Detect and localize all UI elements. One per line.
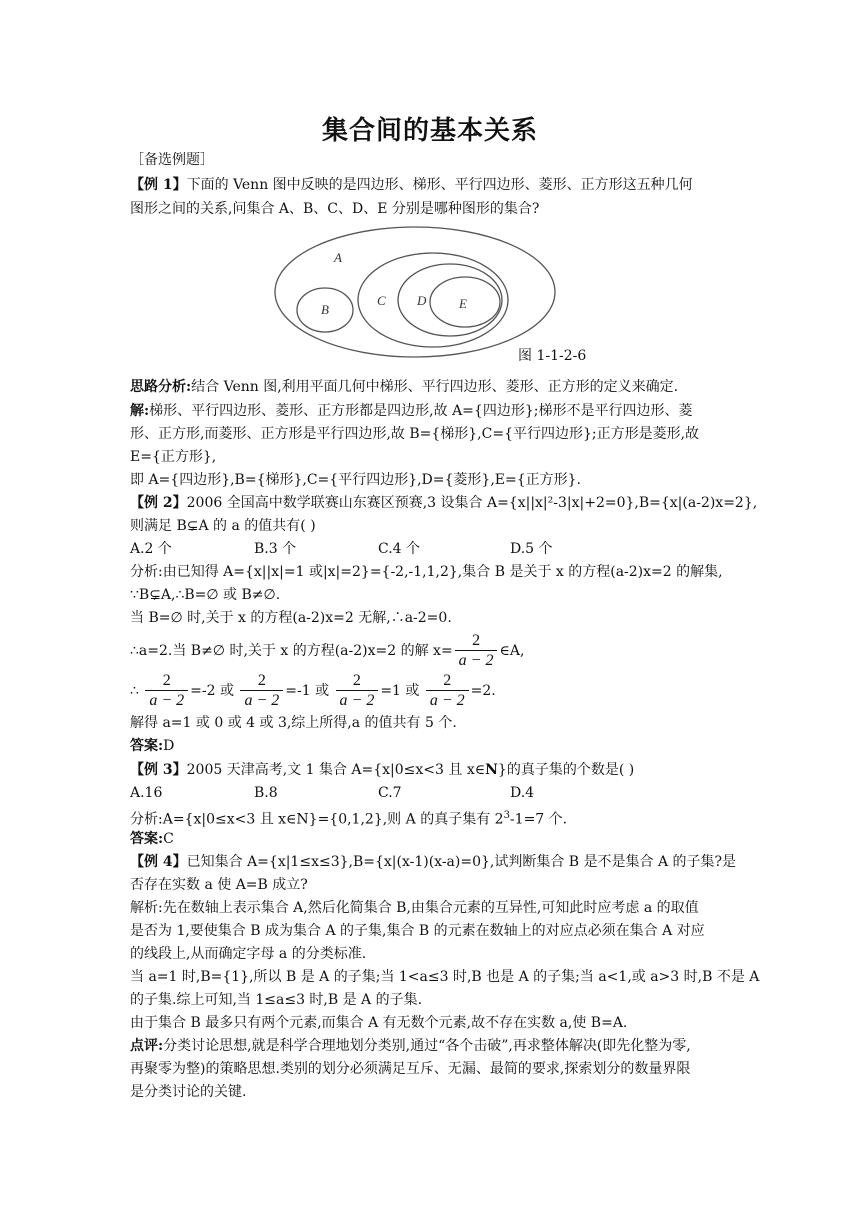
figure-caption: 图 1-1-2-6 bbox=[518, 348, 587, 364]
example-4-analysis-line-5: 的子集.综上可知,当 1≤a≤3 时,B 是 A 的子集. bbox=[130, 992, 423, 1008]
venn-label-e: E bbox=[459, 296, 467, 311]
example-2-analysis-line-1: 分析:由已知得 A={x||x|=1 或|x|=2}={-2,-1,1,2},集合 B 是关于 x 的方程(a-2)x=2 的解集, bbox=[130, 564, 723, 580]
example-4-comment-line-2: 再聚零为整)的策略思想.类别的划分必须满足互斥、无漏、最简的要求,探索划分的数量界限 bbox=[130, 1061, 691, 1077]
choice-d: D.5 个 bbox=[510, 541, 553, 557]
example-3-analysis: 分析:A={x|0≤x<3 且 x∈N}={0,1,2},则 A 的真子集有 $2^3-1=7$ 个. bbox=[130, 810, 568, 828]
example-1-solution-line-3: E={正方形}, bbox=[130, 449, 217, 465]
example-4-comment-line-3: 是分类讨论的关键. bbox=[130, 1084, 247, 1100]
section-label: ［备选例题］ bbox=[130, 152, 214, 168]
example-4-tag: 【例 4】 bbox=[130, 854, 187, 870]
choice-c: C.7 bbox=[378, 785, 402, 801]
venn-ellipse-a bbox=[275, 227, 555, 357]
example-1-tag: 【例 1】 bbox=[130, 177, 187, 193]
example-1-analysis: 思路分析:结合 Venn 图,利用平面几何中梯形、平行四边形、菱形、正方形的定义来确定. bbox=[130, 379, 679, 395]
example-2-choices bbox=[130, 539, 740, 559]
fraction: $\frac{2}{a - 2}$ bbox=[145, 672, 188, 711]
example-4-comment-line-1: 点评:分类讨论思想,就是科学合理地划分类别,通过“各个击破”,再求整体解决(即先化整为零, bbox=[130, 1038, 691, 1054]
venn-diagram bbox=[0, 0, 860, 380]
fraction: $\frac{2}{a - 2}$ bbox=[240, 672, 283, 711]
venn-label-c: C bbox=[377, 293, 386, 308]
example-1-solution-line-4: 即 A={四边形},B={梯形},C={平行四边形},D={菱形},E={正方形}. bbox=[130, 472, 581, 488]
example-4-analysis-line-6: 由于集合 B 最多只有两个元素,而集合 A 有无数个元素,故不存在实数 a,使 B=A. bbox=[130, 1015, 628, 1031]
example-3-tag: 【例 3】 bbox=[130, 762, 187, 778]
example-4-analysis-line-2: 是否为 1,要使集合 B 成为集合 A 的子集,集合 B 的元素在数轴上的对应点必须在集合 A 对应 bbox=[130, 923, 705, 939]
page-title: 集合间的基本关系 bbox=[321, 116, 538, 146]
example-2-tag: 【例 2】 bbox=[130, 495, 187, 511]
choice-a: A.16 bbox=[130, 785, 163, 801]
example-4-analysis-line-3: 的线段上,从而确定字母 a 的分类标准. bbox=[130, 946, 367, 962]
example-4-analysis-line-4: 当 a=1 时,B={1},所以 B 是 A 的子集;当 1<a≤3 时,B 也是 A 的子集;当 a<1,或 a>3 时,B 不是 A bbox=[130, 969, 760, 985]
example-4-question-line-2: 否存在实数 a 使 A=B 成立? bbox=[130, 877, 308, 893]
venn-label-d: D bbox=[417, 293, 427, 308]
example-2-analysis-line-5: ∴ $\frac{2}{a - 2}$ =-2 或 $\frac{2}{a - 2}$ =-1 或 $\frac{2}{a - 2}$ =1 或 $\frac{2}{a - 2}$ =2. bbox=[130, 671, 496, 709]
example-2-question-line-1: 【例 2】2006 全国高中数学联赛山东赛区预赛,3 设集合 A={x||x|²-3|x|+2=0},B={x|(a-2)x=2}, bbox=[130, 495, 758, 511]
example-4-analysis-line-1: 解析:先在数轴上表示集合 A,然后化简集合 B,由集合元素的互异性,可知此时应考虑 a 的取值 bbox=[130, 900, 699, 916]
example-3-question: 【例 3】2005 天津高考,文 1 集合 A={x|0≤x<3 且 x∈N}的真子集的个数是( ) bbox=[130, 762, 635, 778]
example-3-answer: 答案:C bbox=[130, 831, 174, 847]
choice-c: C.4 个 bbox=[378, 541, 421, 557]
fraction: $\frac{2}{a - 2}$ bbox=[336, 672, 379, 711]
example-1-question-line-2: 图形之间的关系,问集合 A、B、C、D、E 分别是哪种图形的集合? bbox=[130, 201, 540, 217]
example-3-choices bbox=[130, 783, 740, 803]
example-2-analysis-line-2: ∵B⊊A,∴B=∅ 或 B≠∅. bbox=[130, 587, 281, 603]
example-2-answer: 答案:D bbox=[130, 738, 175, 754]
example-2-analysis-line-3: 当 B=∅ 时,关于 x 的方程(a-2)x=2 无解,∴a-2=0. bbox=[130, 610, 452, 626]
example-1-solution-line-2: 形、正方形,而菱形、正方形是平行四边形,故 B={梯形},C={平行四边形};正方形是菱形,故 bbox=[130, 426, 700, 442]
venn-label-a: A bbox=[334, 250, 342, 265]
fraction: $\frac{2}{a - 2}$ bbox=[455, 632, 498, 671]
example-2-analysis-line-4: ∴a=2.当 B≠∅ 时,关于 x 的方程(a-2)x=2 的解 x= $\frac{2}{a - 2}$ ∈A, bbox=[130, 631, 525, 669]
fraction: $\frac{2}{a - 2}$ bbox=[426, 672, 469, 711]
choice-b: B.8 bbox=[254, 785, 278, 801]
example-4-question-line-1: 【例 4】已知集合 A={x|1≤x≤3},B={x|(x-1)(x-a)=0},试判断集合 B 是不是集合 A 的子集?是 bbox=[130, 854, 737, 870]
example-2-analysis-line-6: 解得 a=1 或 0 或 4 或 3,综上所得,a 的值共有 5 个. bbox=[130, 715, 457, 731]
example-2-question-line-2: 则满足 B⊊A 的 a 的值共有( ) bbox=[130, 518, 316, 534]
example-1-question-line-1: 【例 1】下面的 Venn 图中反映的是四边形、梯形、平行四边形、菱形、正方形这五种几何 bbox=[130, 177, 693, 193]
choice-d: D.4 bbox=[510, 785, 535, 801]
choice-a: A.2 个 bbox=[130, 541, 172, 557]
example-1-solution-line-1: 解:梯形、平行四边形、菱形、正方形都是四边形,故 A={四边形};梯形不是平行四边形、菱 bbox=[130, 403, 693, 419]
choice-b: B.3 个 bbox=[254, 541, 297, 557]
venn-label-b: B bbox=[321, 302, 329, 317]
